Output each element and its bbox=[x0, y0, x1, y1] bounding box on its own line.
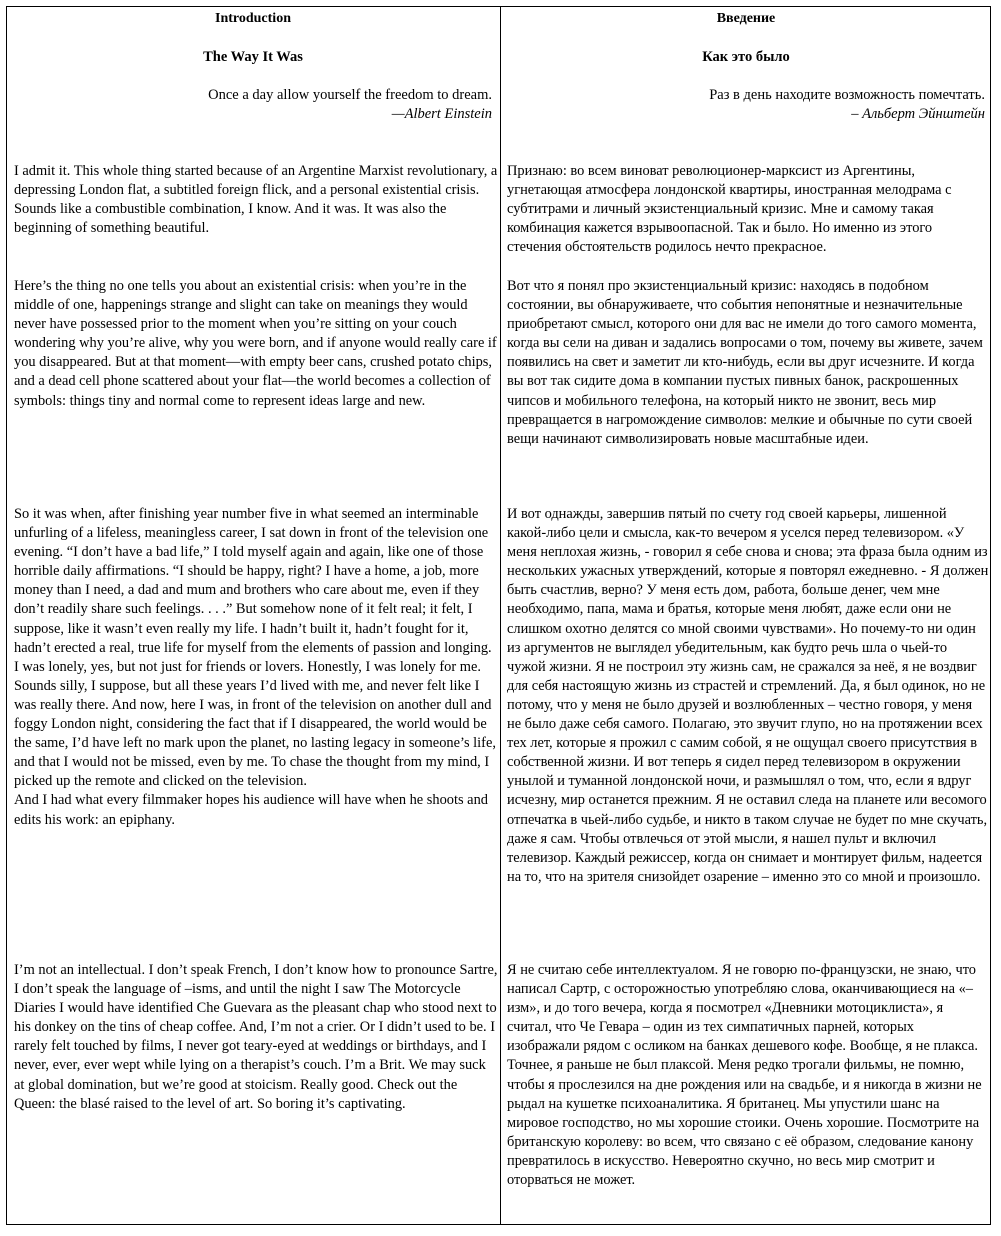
russian-paragraph: Признаю: во всем виноват революционер-марксист из Аргентины, угнетающая атмосфера лондонской квартиры, иностранная мелодрама с субтитрами и личный экзистенциальный кризис. Мне и самому такая комбинация кажется взрывоопасной. Так и было. Но именно из этого стечения обстоятельств родилось нечто прекрасное. bbox=[507, 163, 952, 256]
russian-heading: Введение bbox=[716, 11, 776, 26]
english-heading: Introduction bbox=[215, 11, 291, 26]
russian-paragraph: И вот однажды, завершив пятый по счету год своей карьеры, лишенной какой-либо цели и смысла, как-то вечером я уселся перед телевизором. «У меня неплохая жизнь, - говорил я себе снова и снова; эта фраза была одним из нескольких ужасных утверждений, которые я повторял ежедневно. - Я должен быть счастлив, верно? У меня есть дом, работа, больше денег, чем мне необходимо, папа, мама и братья, которые меня любят, даже если они не слишком охотно делятся со мной своими чувствами». Но почему-то ни один из аргументов не выглядел убедительным, как будто речь шла о чьей-то чужой жизни. Я не построил эту жизнь сам, не сражался за неё, я не воздвиг для себя настоящую жизнь из страстей и стремлений. Да, я был одинок, но не потому, что у меня не было друзей и возлюбленных – честно говоря, у меня не было даже себя самого. Полагаю, это звучит глупо, но на протяжении всех тех лет, которые я прожил с самим собой, я не ощущал своего присутствия в собственной жизни. И вот теперь я сидел перед телевизором в окружении унылой и туманной лондонской ночи, и размышлял о том, что, если я вдруг исчезну, мир останется прежним. Я не оставил следа на планете или весомого отпечатка в чьей-либо судьбе, и никто в таком случае не будет по мне скучать, даже я сам. Чтобы отвлечься от этой мысли, я нашел пульт и включил телевизор. Каждый режиссер, когда он снимает и монтирует фильм, надеется на то, что на зрителя снизойдет озарение – именно это со мной и произошло. bbox=[507, 506, 989, 885]
english-paragraph: And I had what every filmmaker hopes his audience will have when he shoots and edits his work: an epiphany. bbox=[14, 792, 488, 828]
bilingual-table bbox=[6, 6, 991, 1225]
russian-subtitle: Как это было bbox=[702, 49, 790, 65]
russian-paragraph: Я не считаю себе интеллектуалом. Я не говорю по-французски, не знаю, что написал Сартр, с осторожностью употребляю слова, оканчивающиеся на «– изм», и до того вечера, когда я посмотрел «Дневники мотоциклиста», я считал, что Че Гевара – один из тех симпатичных парней, которых изображали рядом с осликом на банках дешевого кофе. Вообще, я не плакса. Точнее, я раньше не был плаксой. Меня редко трогали фильмы, не помню, чтобы я прослезился на дне рождения или на свадьбе, и я никогда в жизни не рыдал на кушетке психоаналитика. Я британец. Мы упустили шанс на мировое господство, но мы хорошие стоики. Очень хорошие. Посмотрите на британскую королеву: во всем, что связано с её образом, следование канону превратилось в искусство. Невероятно скучно, но весь мир смотрит и оторваться не может. bbox=[507, 962, 982, 1189]
english-paragraph: Here’s the thing no one tells you about an existential crisis: when you’re in the middle of one, happenings strange and slight can take on meanings they would never have possessed prior to the moment when you’re sitting on your couch wondering why you’re alive, why you were born, and if anyone would really care if you disappeared. But at that moment—with empty beer cans, crushed potato chips, and a dead cell phone scattered about your flat—the world becomes a collection of symbols: things tiny and normal come to represent ideas large and new. bbox=[14, 278, 497, 409]
english-paragraph: I’m not an intellectual. I don’t speak French, I don’t know how to pronounce Sartre, I don’t speak the language of –isms, and until the night I saw The Motorcycle Diaries I would have identified Che Guevara as the pleasant chap who stood next to his donkey on the tins of cheap coffee. And, I’m not a crier. Or I didn’t used to be. I rarely felt touched by films, I never got teary-eyed at weddings or birthdays, and I never, ever, ever wept while lying on a therapist’s couch. I’m a Brit. We may suck at global domination, but we’re good at stoicism. Really good. Check out the Queen: the blasé raised to the level of art. So boring it’s captivating. bbox=[14, 962, 498, 1112]
english-subtitle: The Way It Was bbox=[203, 49, 303, 65]
english-epigraph-author: —Albert Einstein bbox=[391, 106, 492, 122]
english-paragraph: So it was when, after finishing year number five in what seemed an interminable unfurling of a lifeless, meaningless career, I sat down in front of the television one evening. “I don’t have a bad life,” I told myself again and again, like one of those horrible daily affirmations. “I should be happy, right? I have a home, a job, more money than I need, a dad and mum and brothers who care about me, even if they don’t readily share such feelings. . . .” But somehow none of it felt real; it felt, I suppose, like it wasn’t even really my life. I hadn’t built it, hadn’t fought for it, hadn’t erected a real, true life for myself from the elements of passion and longing. I was lonely, yes, but not just for friends or lovers. Honestly, I was lonely for me. Sounds silly, I suppose, but all these years I’d lived with me, and never felt like I was really there. And now, here I was, in front of the television on another dull and foggy London night, considering the fact that if I disappeared, the world would be the same, I’d have left no mark upon the planet, no lasting legacy in someone’s life, and that I would not be missed, even by me. To chase the thought from my mind, I picked up the remote and clicked on the television. bbox=[14, 506, 496, 790]
english-paragraph: I admit it. This whole thing started because of an Argentine Marxist revolutionary, a depressing London flat, a subtitled foreign flick, and a personal existential crisis. Sounds like a combustible combination, I know. And it was. It was also the beginning of something beautiful. bbox=[14, 163, 498, 237]
russian-epigraph-quote: Раз в день находите возможность помечтать. bbox=[709, 87, 985, 103]
russian-epigraph-author: – Альберт Эйнштейн bbox=[851, 106, 985, 122]
english-epigraph-quote: Once a day allow yourself the freedom to dream. bbox=[208, 87, 492, 103]
russian-paragraph: Вот что я понял про экзистенциальный кризис: находясь в подобном состоянии, вы обнаруживаете, что события непонятные и незначительные приобретают смысл, которого они для вас не имели до того самого момента, когда вы сели на диван и задались вопросами о том, почему вы живете, зачем появились на свет и заметит ли кто-нибудь, если вы друг исчезните. И когда вы вот так сидите дома в компании пустых пивных банок, раскрошенных чипсов и мобильного телефона, на который никто не звонит, весь мир превращается в нагромождение символов: мелкие и обычные по сути своей вещи начинают символизировать новые масштабные идеи. bbox=[507, 278, 983, 447]
column-divider bbox=[500, 7, 501, 1224]
english-paragraph-group bbox=[14, 505, 498, 830]
